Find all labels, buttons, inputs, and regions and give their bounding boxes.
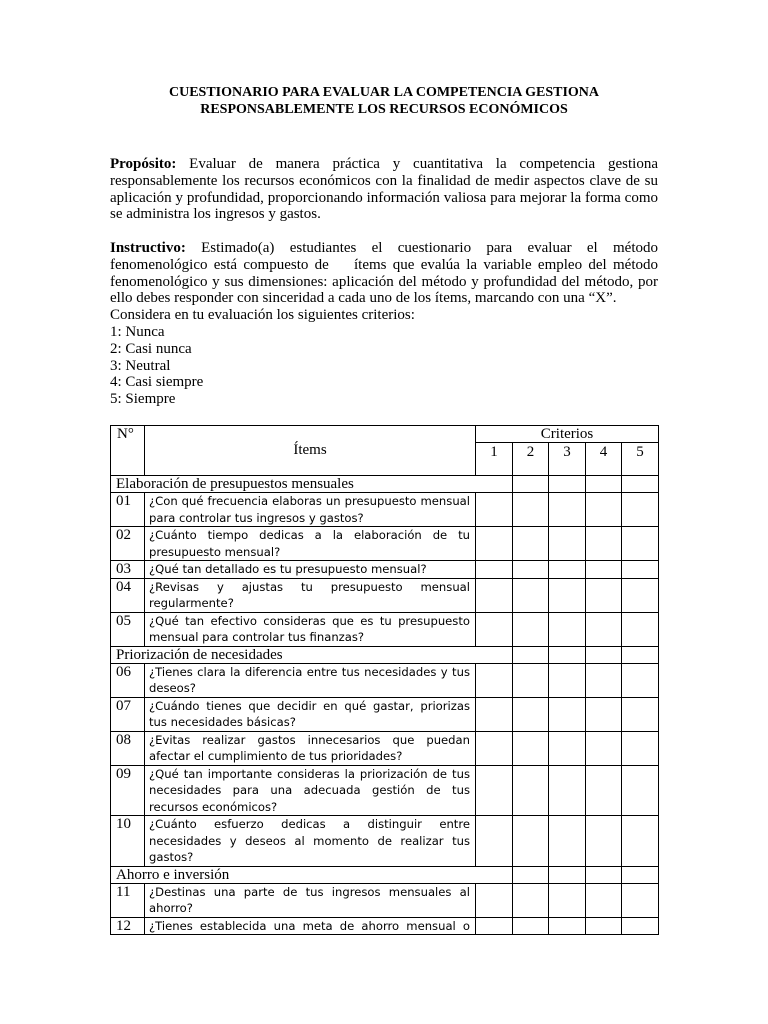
- answer-cell-2[interactable]: [513, 697, 549, 731]
- item-number: 05: [111, 612, 145, 646]
- section-blank-cell: [586, 866, 622, 883]
- answer-cell-2[interactable]: [513, 578, 549, 612]
- answer-cell-1[interactable]: [476, 612, 513, 646]
- table-row: [111, 765, 659, 816]
- answer-cell-5[interactable]: [622, 917, 659, 935]
- section-blank-cell: [513, 646, 549, 663]
- answer-cell-1[interactable]: [476, 883, 513, 917]
- answer-cell-2[interactable]: [513, 561, 549, 579]
- section-row: [111, 866, 659, 883]
- answer-cell-5[interactable]: [622, 697, 659, 731]
- header-criterios: Criterios: [476, 426, 659, 443]
- answer-cell-1[interactable]: [476, 697, 513, 731]
- section-blank-cell: [622, 866, 659, 883]
- header-scale-2: 2: [513, 443, 549, 476]
- answer-cell-2[interactable]: [513, 917, 549, 935]
- answer-cell-1[interactable]: [476, 493, 513, 527]
- answer-cell-4[interactable]: [586, 765, 622, 816]
- section-row: [111, 646, 659, 663]
- answer-cell-5[interactable]: [622, 578, 659, 612]
- answer-cell-1[interactable]: [476, 816, 513, 867]
- header-scale-1: 1: [476, 443, 513, 476]
- item-number: 02: [111, 527, 145, 561]
- answer-cell-3[interactable]: [549, 765, 586, 816]
- answer-cell-3[interactable]: [549, 883, 586, 917]
- header-scale-5: 5: [622, 443, 659, 476]
- table-row: [111, 731, 659, 765]
- item-question: ¿Qué tan efectivo consideras que es tu presupuesto mensual para controlar tus finanzas?: [145, 612, 476, 646]
- answer-cell-5[interactable]: [622, 561, 659, 579]
- item-number: 06: [111, 663, 145, 697]
- table-row: [111, 612, 659, 646]
- answer-cell-5[interactable]: [622, 612, 659, 646]
- criteria-item: 4: Casi siempre: [110, 374, 204, 391]
- answer-cell-1[interactable]: [476, 561, 513, 579]
- item-question: ¿Cuánto esfuerzo dedicas a distinguir entre necesidades y deseos al momento de realizar tus gastos?: [145, 816, 476, 867]
- table-row: [111, 663, 659, 697]
- purpose-label: Propósito:: [110, 156, 177, 172]
- table-row: [111, 561, 659, 579]
- item-question: ¿Cuándo tienes que decidir en qué gastar, priorizas tus necesidades básicas?: [145, 697, 476, 731]
- section-blank-cell: [513, 476, 549, 493]
- answer-cell-1[interactable]: [476, 731, 513, 765]
- section-blank-cell: [513, 866, 549, 883]
- table-body: [111, 476, 659, 935]
- answer-cell-3[interactable]: [549, 493, 586, 527]
- section-blank-cell: [549, 476, 586, 493]
- section-blank-cell: [549, 866, 586, 883]
- section-title: Priorización de necesidades: [111, 646, 513, 663]
- item-question: ¿Tienes clara la diferencia entre tus necesidades y tus deseos?: [145, 663, 476, 697]
- criteria-item: 3: Neutral: [110, 357, 171, 374]
- table-row: [111, 816, 659, 867]
- answer-cell-1[interactable]: [476, 527, 513, 561]
- item-question: ¿Qué tan importante consideras la priorización de tus necesidades para una adecuada gestión de tus recursos económicos?: [145, 765, 476, 816]
- criteria-item: 2: Casi nunca: [110, 340, 192, 357]
- table-row: [111, 697, 659, 731]
- answer-cell-1[interactable]: [476, 663, 513, 697]
- answer-cell-4[interactable]: [586, 697, 622, 731]
- answer-cell-5[interactable]: [622, 816, 659, 867]
- answer-cell-1[interactable]: [476, 765, 513, 816]
- answer-cell-2[interactable]: [513, 883, 549, 917]
- answer-cell-4[interactable]: [586, 561, 622, 579]
- section-blank-cell: [622, 476, 659, 493]
- answer-cell-4[interactable]: [586, 816, 622, 867]
- criteria-item: 5: Siempre: [110, 391, 176, 408]
- answer-cell-3[interactable]: [549, 816, 586, 867]
- section-title: Ahorro e inversión: [111, 866, 513, 883]
- answer-cell-1[interactable]: [476, 917, 513, 935]
- answer-cell-4[interactable]: [586, 612, 622, 646]
- questionnaire-table: [110, 425, 659, 935]
- answer-cell-2[interactable]: [513, 765, 549, 816]
- answer-cell-5[interactable]: [622, 663, 659, 697]
- item-number: 07: [111, 697, 145, 731]
- item-question: ¿Evitas realizar gastos innecesarios que puedan afectar el cumplimiento de tus prioridades?: [145, 731, 476, 765]
- item-question: ¿Con qué frecuencia elaboras un presupuesto mensual para controlar tus ingresos y gastos?: [145, 493, 476, 527]
- item-number: 08: [111, 731, 145, 765]
- table-row: [111, 917, 659, 935]
- section-title: Elaboración de presupuestos mensuales: [111, 476, 513, 493]
- answer-cell-4[interactable]: [586, 663, 622, 697]
- answer-cell-3[interactable]: [549, 917, 586, 935]
- item-question: ¿Revisas y ajustas tu presupuesto mensual regularmente?: [145, 578, 476, 612]
- table-row: [111, 578, 659, 612]
- title-line-1: CUESTIONARIO PARA EVALUAR LA COMPETENCIA GESTIONA: [168, 85, 600, 100]
- section-blank-cell: [586, 476, 622, 493]
- section-blank-cell: [549, 646, 586, 663]
- criteria-item: 1: Nunca: [110, 324, 165, 340]
- header-number: N°: [111, 426, 145, 476]
- item-number: 10: [111, 816, 145, 867]
- criteria-list: [110, 324, 203, 408]
- table-row: [111, 527, 659, 561]
- instructions-text: Estimado(a) estudiantes el cuestionario para evaluar el método fenomenológico está compuesto de ítems que evalúa la variable empleo del método fenomenológico y sus dimensiones: aplicación del método y profundidad del método, por ello debes responder con sinceridad a cada uno de los ítems, marcando con una “X”.: [110, 240, 662, 307]
- purpose-text: Evaluar de manera práctica y cuantitativa la competencia gestiona responsablemente los recursos económicos con la finalidad de medir aspectos clave de su aplicación y profundidad, proporcionando información valiosa para mejorar la forma como se administra los ingresos y gastos.: [110, 156, 658, 223]
- answer-cell-3[interactable]: [549, 527, 586, 561]
- answer-cell-3[interactable]: [549, 578, 586, 612]
- instructions-label: Instructivo:: [110, 240, 186, 256]
- header-items: Ítems: [145, 426, 476, 476]
- answer-cell-4[interactable]: [586, 493, 622, 527]
- answer-cell-3[interactable]: [549, 731, 586, 765]
- item-number: 11: [111, 883, 145, 917]
- answer-cell-4[interactable]: [586, 883, 622, 917]
- answer-cell-3[interactable]: [549, 561, 586, 579]
- answer-cell-5[interactable]: [622, 731, 659, 765]
- answer-cell-3[interactable]: [549, 612, 586, 646]
- table-row: [111, 493, 659, 527]
- item-question: ¿Cuánto tiempo dedicas a la elaboración de tu presupuesto mensual?: [145, 527, 476, 561]
- header-scale-4: 4: [586, 443, 622, 476]
- section-blank-cell: [622, 646, 659, 663]
- item-question: ¿Destinas una parte de tus ingresos mensuales al ahorro?: [145, 883, 476, 917]
- criteria-intro: Considera en tu evaluación los siguientes criterios:: [110, 307, 415, 323]
- answer-cell-4[interactable]: [586, 917, 622, 935]
- item-number: 09: [111, 765, 145, 816]
- section-row: [111, 476, 659, 493]
- document-title: [110, 84, 658, 118]
- answer-cell-4[interactable]: [586, 527, 622, 561]
- answer-cell-4[interactable]: [586, 578, 622, 612]
- answer-cell-4[interactable]: [586, 731, 622, 765]
- item-number: 01: [111, 493, 145, 527]
- item-question: ¿Qué tan detallado es tu presupuesto mensual?: [145, 561, 476, 579]
- instructions-paragraph: [110, 240, 662, 307]
- answer-cell-1[interactable]: [476, 578, 513, 612]
- answer-cell-5[interactable]: [622, 527, 659, 561]
- table-row: [111, 883, 659, 917]
- answer-cell-2[interactable]: [513, 493, 549, 527]
- answer-cell-2[interactable]: [513, 612, 549, 646]
- answer-cell-2[interactable]: [513, 816, 549, 867]
- answer-cell-2[interactable]: [513, 663, 549, 697]
- answer-cell-5[interactable]: [622, 883, 659, 917]
- title-line-2: RESPONSABLEMENTE LOS RECURSOS ECONÓMICOS: [200, 102, 568, 117]
- answer-cell-5[interactable]: [622, 765, 659, 816]
- item-number: 04: [111, 578, 145, 612]
- item-number: 03: [111, 561, 145, 579]
- purpose-paragraph: [110, 156, 658, 223]
- item-number: 12: [111, 917, 145, 935]
- answer-cell-3[interactable]: [549, 697, 586, 731]
- answer-cell-3[interactable]: [549, 663, 586, 697]
- answer-cell-2[interactable]: [513, 527, 549, 561]
- header-scale-3: 3: [549, 443, 586, 476]
- answer-cell-2[interactable]: [513, 731, 549, 765]
- item-question: ¿Tienes establecida una meta de ahorro mensual o: [145, 917, 476, 935]
- section-blank-cell: [586, 646, 622, 663]
- answer-cell-5[interactable]: [622, 493, 659, 527]
